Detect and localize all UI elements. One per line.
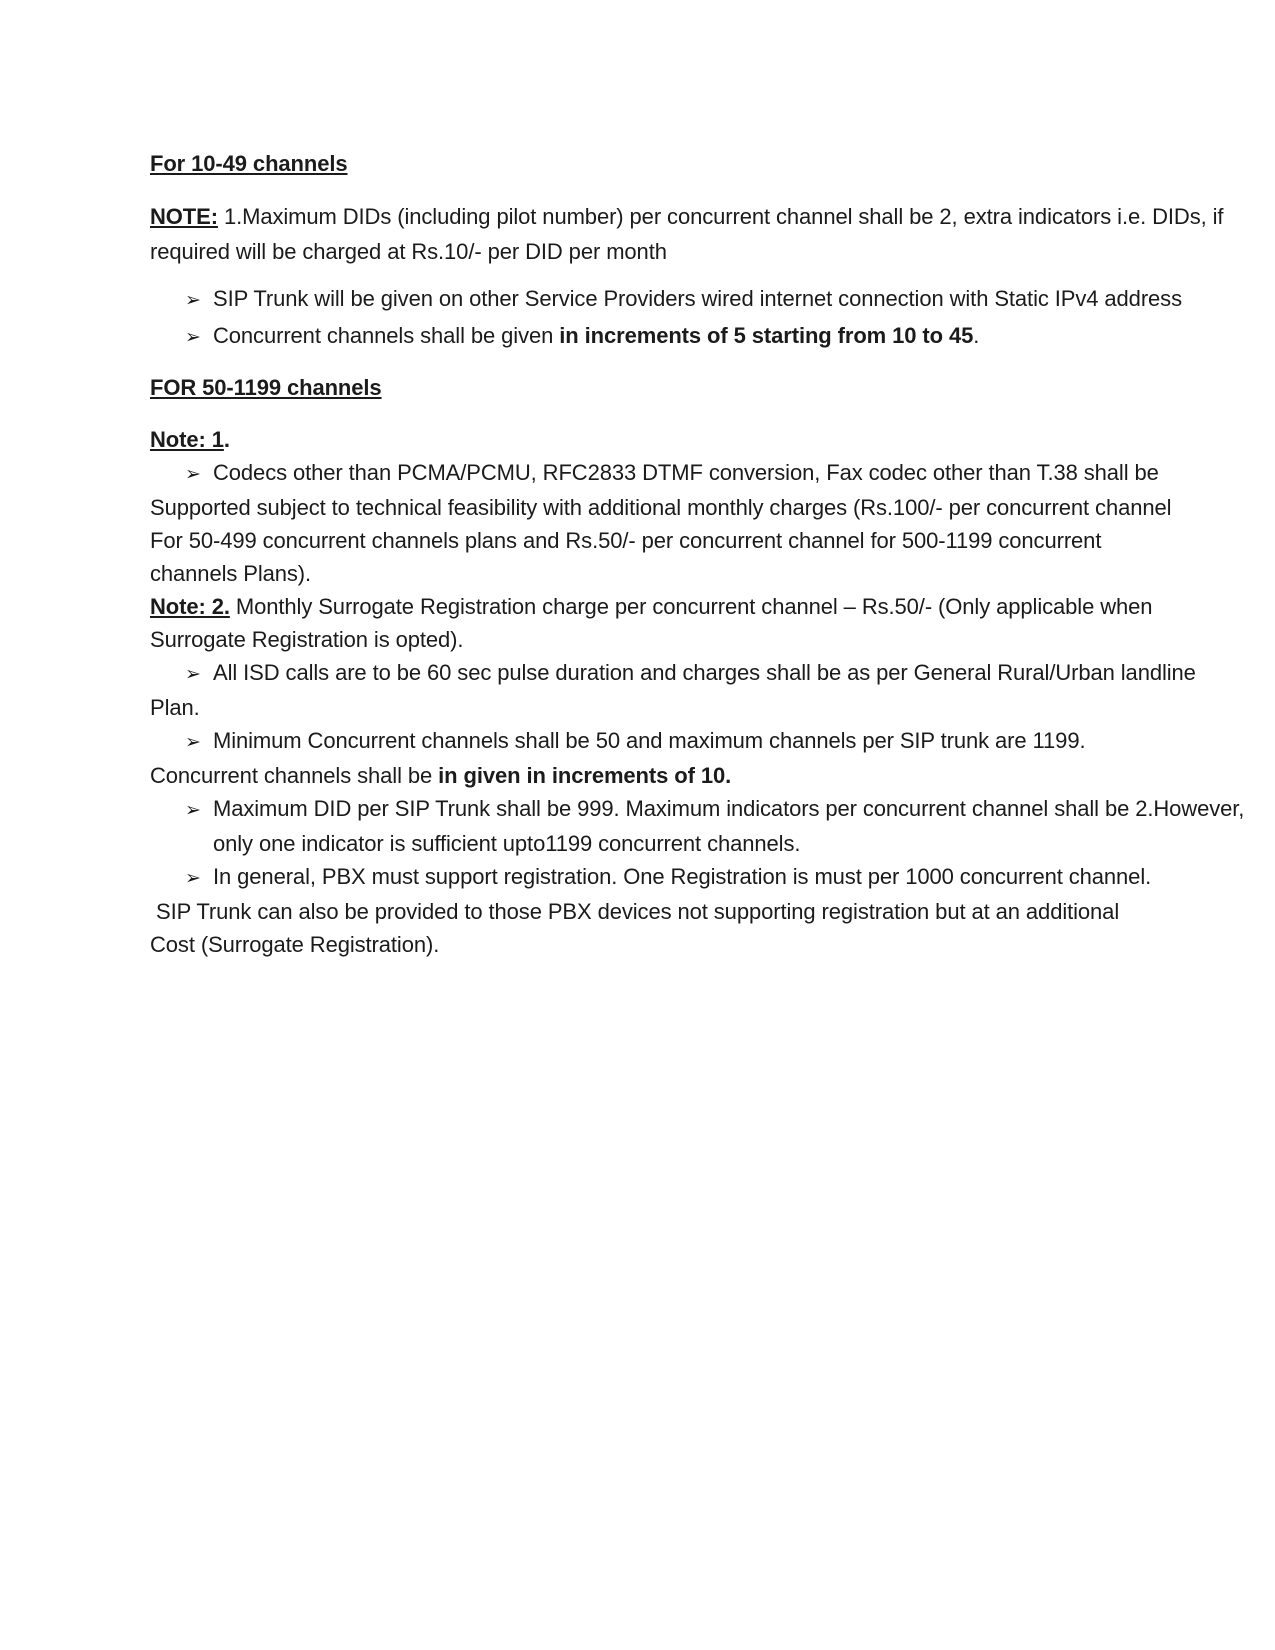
bullet-sip-trunk-text: SIP Trunk will be given on other Service Providers wired internet connection with Static IPv4 address xyxy=(213,286,1182,311)
bullet-sip-trunk xyxy=(150,281,1235,318)
bullet-concurrent-bold: in increments of 5 starting from 10 to 45 xyxy=(559,323,974,348)
bullet-concurrent-pre: Concurrent channels shall be given xyxy=(213,323,560,348)
bullet-arrow-icon: ➢ xyxy=(185,664,201,685)
bullet-codecs-text: Codecs other than PCMA/PCMU, RFC2833 DTMF conversion, Fax codec other than T.38 shall be xyxy=(213,460,1159,485)
bullet-arrow-icon: ➢ xyxy=(185,464,201,485)
section-heading-10-49: For 10-49 channels xyxy=(150,151,348,176)
codecs-continuation-3: channels Plans). xyxy=(150,561,312,586)
note-1-line xyxy=(150,423,1235,456)
section-heading-50-1199: FOR 50-1199 channels xyxy=(150,375,382,400)
section-10-49-channels xyxy=(150,146,1235,405)
note-2-label: Note: 2. xyxy=(150,594,230,619)
bullet-maximum-did xyxy=(150,792,1245,827)
pbx-continuation-1: SIP Trunk can also be provided to those PBX devices not supporting registration but at an additional xyxy=(150,899,1120,924)
bullet-minimum-channels xyxy=(150,724,1235,759)
bullet-isd-text: All ISD calls are to be 60 sec pulse duration and charges shall be as per General Rural/Urban landline xyxy=(213,660,1196,685)
bullet-pbx-text: In general, PBX must support registration. One Registration is must per 1000 concurrent channel. xyxy=(213,864,1152,889)
pbx-continuation-2: Cost (Surrogate Registration). xyxy=(150,932,440,957)
note-paragraph-line-2: required will be charged at Rs.10/- per DID per month xyxy=(150,239,667,264)
note-1-label: Note: 1 xyxy=(150,427,224,452)
minimum-continuation-bold: in given in increments of 10. xyxy=(438,763,732,788)
isd-continuation: Plan. xyxy=(150,695,200,720)
bullet-arrow-icon: ➢ xyxy=(185,732,201,753)
section-50-1199-channels xyxy=(150,423,1245,961)
minimum-continuation xyxy=(150,759,1235,792)
bullet-arrow-icon: ➢ xyxy=(185,327,201,348)
bullet-arrow-icon: ➢ xyxy=(185,290,201,311)
bullet-arrow-icon: ➢ xyxy=(185,868,201,889)
note-label: NOTE: xyxy=(150,204,218,229)
note-paragraph-line-1 xyxy=(150,199,1235,234)
note-2-text: Monthly Surrogate Registration charge per concurrent channel – Rs.50/- (Only applicable when xyxy=(229,594,1153,619)
note-1-period: . xyxy=(223,427,230,452)
note-2-line-2: Surrogate Registration is opted). xyxy=(150,627,464,652)
bullet-isd-calls xyxy=(150,656,1235,691)
bullet-pbx-registration xyxy=(150,860,1235,895)
bullet-codecs xyxy=(150,456,1235,491)
maximum-did-continuation: only one indicator is sufficient upto1199 concurrent channels. xyxy=(213,831,801,856)
codecs-continuation-1: Supported subject to technical feasibility with additional monthly charges (Rs.100/- per concurrent channel xyxy=(150,495,1172,520)
bullet-concurrent-post: . xyxy=(973,323,980,348)
codecs-continuation-2: For 50-499 concurrent channels plans and Rs.50/- per concurrent channel for 500-1199 concurrent xyxy=(150,528,1102,553)
note-text-1: 1.Maximum DIDs (including pilot number) per concurrent channel shall be 2, extra indicators i.e. DIDs, if xyxy=(217,204,1224,229)
bullet-minimum-text: Minimum Concurrent channels shall be 50 and maximum channels per SIP trunk are 1199. xyxy=(213,728,1086,753)
note-2-line-1 xyxy=(150,590,1235,623)
bullet-maximum-did-text: Maximum DID per SIP Trunk shall be 999. Maximum indicators per concurrent channel shall be 2.However, xyxy=(213,796,1245,821)
minimum-continuation-pre: Concurrent channels shall be xyxy=(150,763,439,788)
bullet-arrow-icon: ➢ xyxy=(185,800,201,821)
bullet-concurrent-channels xyxy=(150,318,1235,355)
